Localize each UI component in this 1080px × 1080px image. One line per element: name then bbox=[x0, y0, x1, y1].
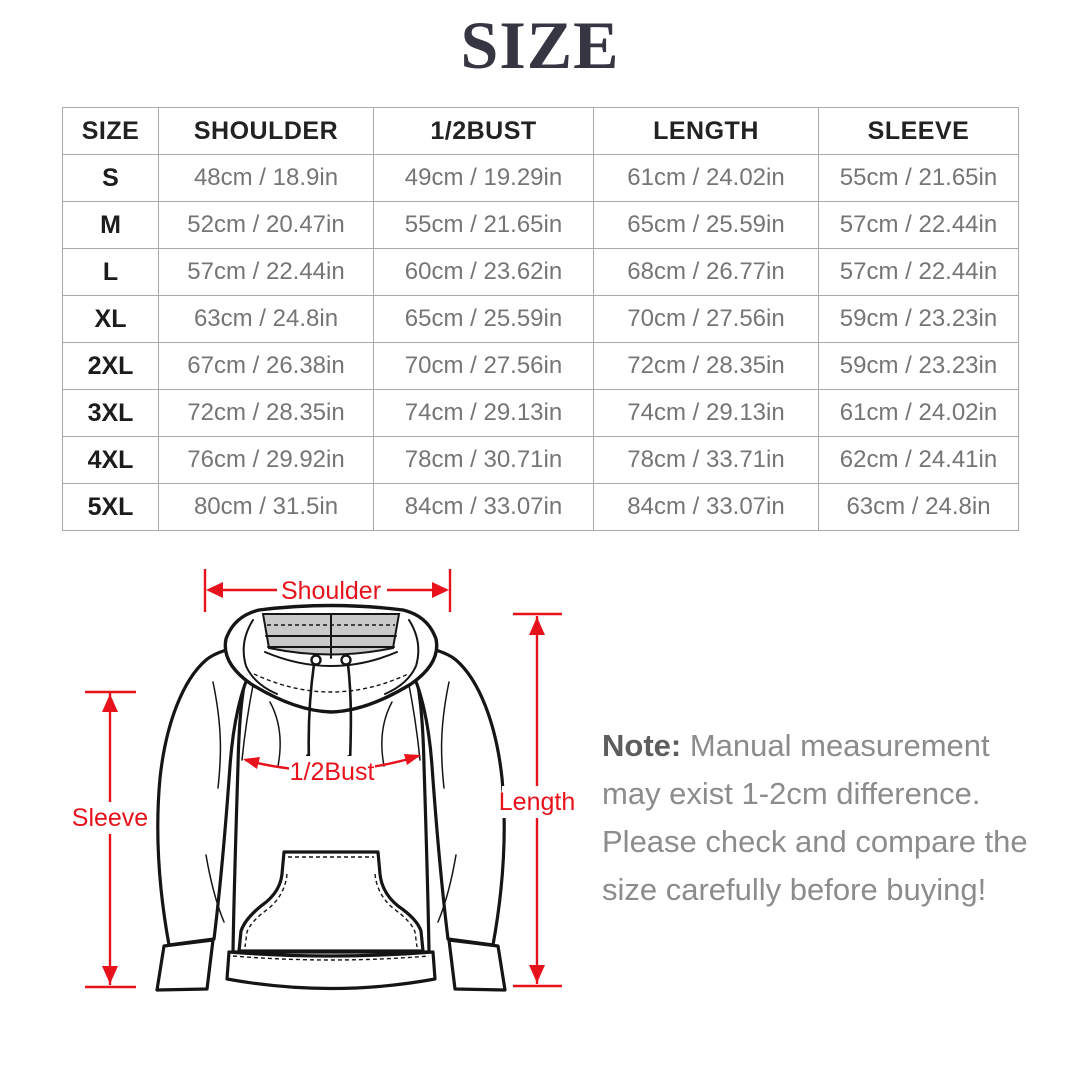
table-row bbox=[63, 390, 1019, 437]
measurement-cell: 68cm / 26.77in bbox=[594, 249, 819, 296]
table-row bbox=[63, 484, 1019, 531]
table-row bbox=[63, 249, 1019, 296]
measurement-cell: 84cm / 33.07in bbox=[374, 484, 594, 531]
measurement-cell: 59cm / 23.23in bbox=[819, 343, 1019, 390]
shoulder-label: Shoulder bbox=[280, 577, 382, 605]
measurement-cell: 70cm / 27.56in bbox=[594, 296, 819, 343]
measurement-cell: 48cm / 18.9in bbox=[159, 155, 374, 202]
col-header-shoulder: SHOULDER bbox=[159, 108, 374, 155]
measurement-cell: 61cm / 24.02in bbox=[594, 155, 819, 202]
length-label: Length bbox=[498, 788, 576, 816]
measurement-cell: 57cm / 22.44in bbox=[159, 249, 374, 296]
measurement-cell: 52cm / 20.47in bbox=[159, 202, 374, 249]
size-cell: M bbox=[63, 202, 159, 249]
measurement-cell: 61cm / 24.02in bbox=[819, 390, 1019, 437]
size-cell: XL bbox=[63, 296, 159, 343]
note-body: Manual measurement may exist 1-2cm difference. Please check and compare the size carefully before buying! bbox=[602, 728, 1028, 907]
measurement-cell: 78cm / 33.71in bbox=[594, 437, 819, 484]
size-cell: 2XL bbox=[63, 343, 159, 390]
measurement-cell: 78cm / 30.71in bbox=[374, 437, 594, 484]
page-title: SIZE bbox=[460, 7, 620, 83]
sleeve-label: Sleeve bbox=[71, 804, 149, 832]
size-cell: S bbox=[63, 155, 159, 202]
measurement-cell: 65cm / 25.59in bbox=[374, 296, 594, 343]
col-header-length: LENGTH bbox=[594, 108, 819, 155]
note-text bbox=[602, 722, 1054, 914]
size-cell: 5XL bbox=[63, 484, 159, 531]
col-header-sleeve: SLEEVE bbox=[819, 108, 1019, 155]
size-cell: L bbox=[63, 249, 159, 296]
measurement-cell: 72cm / 28.35in bbox=[594, 343, 819, 390]
table-row bbox=[63, 202, 1019, 249]
measurement-cell: 59cm / 23.23in bbox=[819, 296, 1019, 343]
measurement-cell: 72cm / 28.35in bbox=[159, 390, 374, 437]
measurement-cell: 55cm / 21.65in bbox=[819, 155, 1019, 202]
measurement-cell: 84cm / 33.07in bbox=[594, 484, 819, 531]
note-label: Note: bbox=[602, 728, 682, 763]
measurement-cell: 67cm / 26.38in bbox=[159, 343, 374, 390]
size-cell: 3XL bbox=[63, 390, 159, 437]
size-chart-table bbox=[62, 107, 1019, 531]
measurement-cell: 74cm / 29.13in bbox=[594, 390, 819, 437]
measurement-cell: 57cm / 22.44in bbox=[819, 249, 1019, 296]
table-row bbox=[63, 437, 1019, 484]
measurement-cell: 60cm / 23.62in bbox=[374, 249, 594, 296]
measurement-cell: 57cm / 22.44in bbox=[819, 202, 1019, 249]
left-eyelet bbox=[312, 656, 321, 665]
col-header-bust: 1/2BUST bbox=[374, 108, 594, 155]
measurement-cell: 74cm / 29.13in bbox=[374, 390, 594, 437]
measurement-cell: 63cm / 24.8in bbox=[819, 484, 1019, 531]
measurement-cell: 76cm / 29.92in bbox=[159, 437, 374, 484]
size-cell: 4XL bbox=[63, 437, 159, 484]
measurement-cell: 65cm / 25.59in bbox=[594, 202, 819, 249]
measurement-cell: 49cm / 19.29in bbox=[374, 155, 594, 202]
measurement-cell: 63cm / 24.8in bbox=[159, 296, 374, 343]
bust-label: 1/2Bust bbox=[289, 758, 375, 786]
measurement-cell: 80cm / 31.5in bbox=[159, 484, 374, 531]
measurement-cell: 55cm / 21.65in bbox=[374, 202, 594, 249]
header-row bbox=[63, 108, 1019, 155]
left-cuff bbox=[157, 940, 213, 990]
length-arrow bbox=[499, 614, 575, 986]
table-row bbox=[63, 155, 1019, 202]
right-eyelet bbox=[342, 656, 351, 665]
col-header-size: SIZE bbox=[63, 108, 159, 155]
sleeve-arrow bbox=[72, 692, 148, 987]
measurement-cell: 62cm / 24.41in bbox=[819, 437, 1019, 484]
table-row bbox=[63, 343, 1019, 390]
hoodie-illustration bbox=[157, 606, 505, 991]
measurement-cell: 70cm / 27.56in bbox=[374, 343, 594, 390]
right-cuff bbox=[449, 940, 505, 990]
table-row bbox=[63, 296, 1019, 343]
